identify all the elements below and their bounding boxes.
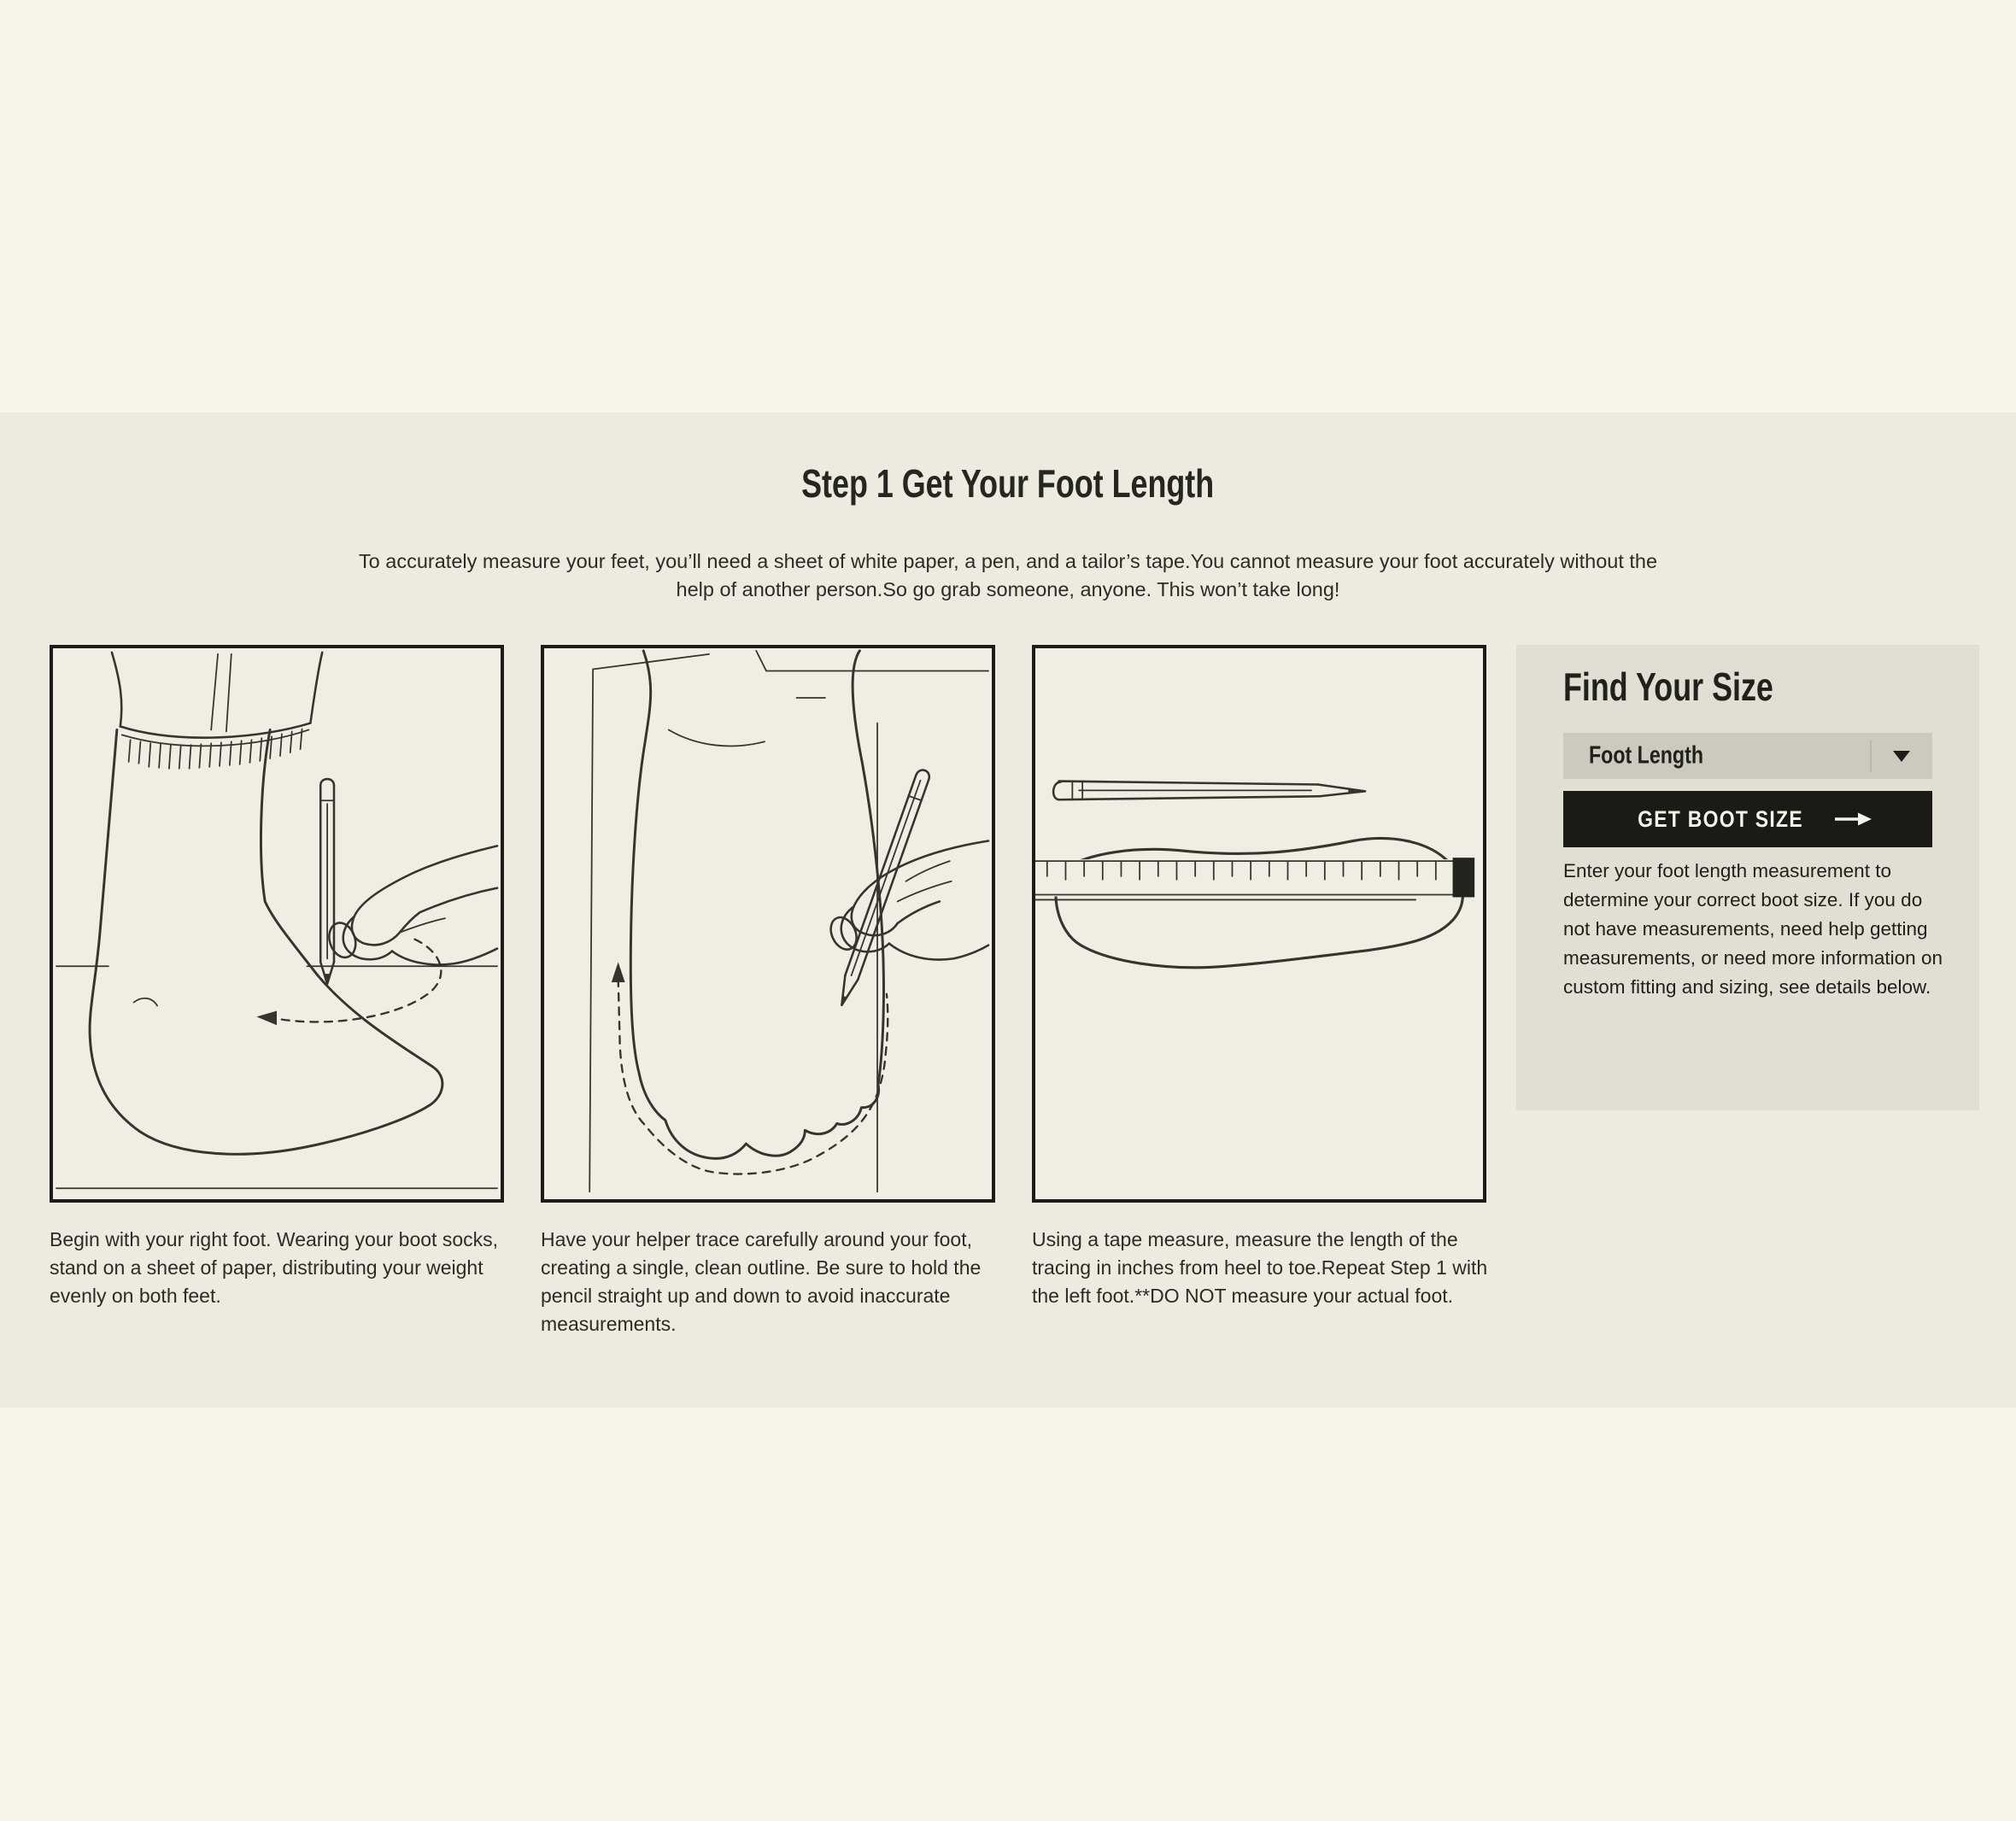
measure-instructions-section [0, 413, 2016, 1408]
section-intro: To accurately measure your feet, you’ll need a sheet of white paper, a pen, and a tailor’s tape.You cannot measure your foot accurately without the help of another person.So go grab someone, anyone. This won’t take long! [358, 550, 1658, 600]
size-help-text: Enter your foot length measurement to determine your correct boot size. If you do not have measurements, need help getting measurements, or need more information on custom fitting and sizing, see details below. [1563, 860, 1943, 998]
foot-trace-pencil-drawing [544, 648, 992, 1199]
chevron-down-icon [1893, 751, 1910, 762]
find-your-size-panel [1516, 645, 1979, 1110]
arrow-right-icon [1833, 811, 1872, 827]
find-your-size-heading: Find Your Size [1563, 665, 1773, 709]
get-boot-size-button[interactable]: GET BOOT SIZE [1563, 791, 1932, 847]
measurement-type-value: Foot Length [1589, 741, 1704, 770]
page-title: Step 1 Get Your Foot Length [801, 461, 1215, 506]
step3-illustration-tape-measure [1032, 645, 1486, 1203]
tape-measure-drawing [1035, 648, 1483, 1199]
step2-illustration-trace-foot [541, 645, 995, 1203]
step1-caption: Begin with your right foot. Wearing your boot socks, stand on a sheet of paper, distributing your weight evenly on both feet. [50, 1228, 499, 1307]
step3-caption: Using a tape measure, measure the length of the tracing in inches from heel to toe.Repeat Step 1 with the left foot.**DO NOT measure your actual foot. [1032, 1228, 1488, 1307]
measurement-type-select[interactable] [1563, 733, 1932, 779]
dropdown-separator [1870, 740, 1872, 772]
step2-caption: Have your helper trace carefully around your foot, creating a single, clean outline. Be sure to hold the pencil straight up and down to avoid inaccurate measurements. [541, 1228, 982, 1335]
step1-illustration-foot-side [50, 645, 504, 1203]
foot-side-pencil-drawing [53, 648, 501, 1199]
